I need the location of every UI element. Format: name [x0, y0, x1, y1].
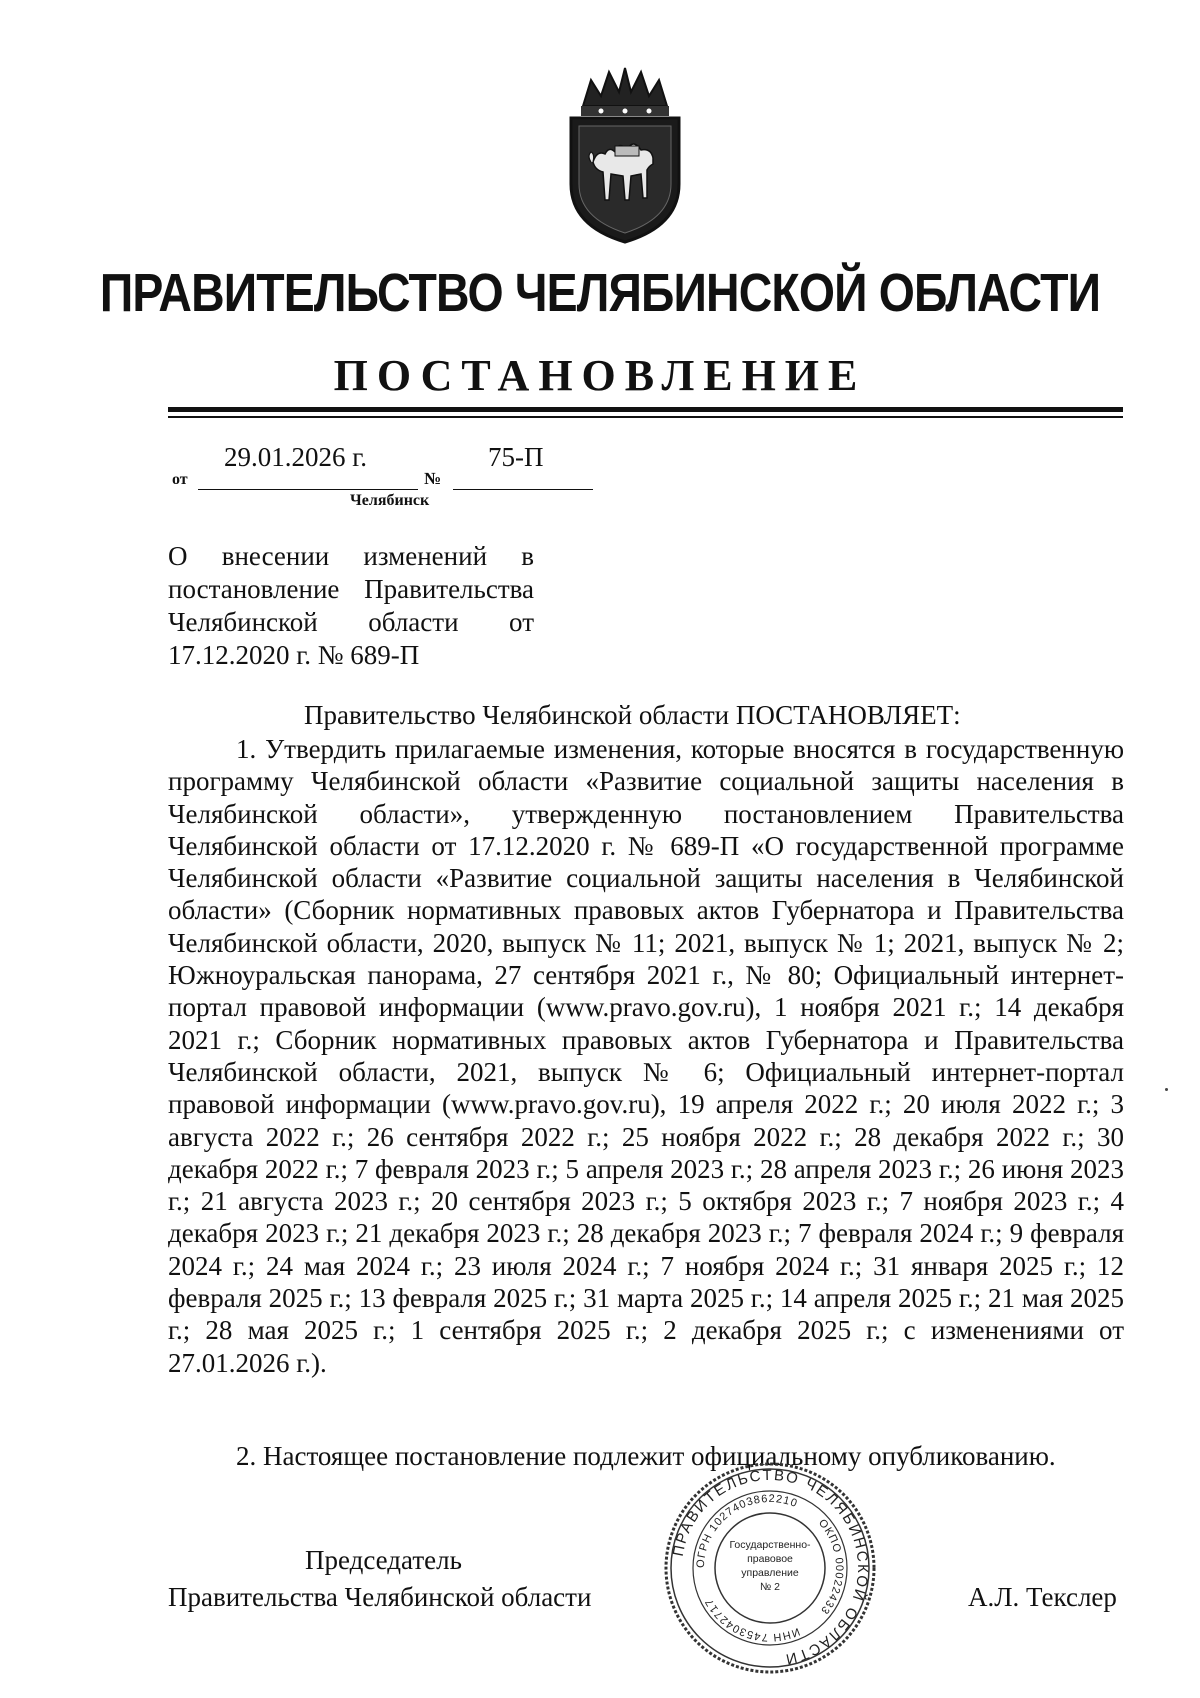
clause-1: 1. Утвердить прилагаемые изменения, которые вносятся в государственную программу Челябинской области «Развитие социальной защиты населения в Челябинской области», утвержденную постановлением Правительства Челябинской области от 17.12.2020 г. № 689-П «О государственной программе Челябинской области «Развитие социальной защиты населения в Челябинской области» (Сборник нормативных правовых актов Губернатора и Правительства Челябинской области, 2020, выпуск № 11; 2021, выпуск № 1; 2021, выпуск № 2; Южноуральская панорама, 27 сентября 2021 г., № 80; Официальный интернет-портал правовой информации (www.pravo.gov.ru), 1 ноября 2021 г.; 14 декабря 2021 г.; Сборник нормативных правовых актов Губернатора и Правительства Челябинской области, 2021, выпуск № 6; Официальный интернет-портал правовой информации (www.pravo.gov.ru), 19 апреля 2022 г.; 20 июля 2022 г.; 3 августа 2022 г.; 26 сентября 2022 г.; 25 ноября 2022 г.; 28 декабря 2022 г.; 30 декабря 2022 г.; 7 февраля 2023 г.; 5 апреля 2023 г.; 28 апреля 2023 г.; 26 июня 2023 г.; 21 августа 2023 г.; 20 сентября 2023 г.; 5 октября 2023 г.; 7 ноября 2023 г.; 4 декабря 2023 г.; 21 декабря 2023 г.; 28 декабря 2023 г.; 7 февраля 2024 г.; 9 февраля 2024 г.; 24 мая 2024 г.; 23 июля 2024 г.; 7 ноября 2024 г.; 31 января 2025 г.; 12 февраля 2025 г.; 13 февраля 2025 г.; 31 марта 2025 г.; 14 апреля 2025 г.; 21 мая 2025 г.; 28 мая 2025 г.; 1 сентября 2025 г.; 2 декабря 2025 г.; с изменениями от 27.01.2026 г.). [168, 734, 1124, 1378]
seal-okpo-text: ОКПО 00022433 [815, 1517, 846, 1617]
signatory-title-line1: Председатель [305, 1545, 462, 1575]
number-underline [453, 489, 593, 490]
document-subject: О внесении изменений в постановление Правительства Челябинской области от 17.12.2020 г. № 689-П [168, 541, 534, 670]
seal-inn-text: ИНН 7453042717 [702, 1595, 802, 1644]
seal-ogrn-text: ОГРН 1027403862210 [694, 1492, 800, 1569]
number-label: № [424, 469, 442, 488]
coat-of-arms-icon [561, 66, 689, 244]
header-divider-thin [168, 416, 1123, 418]
preamble: Правительство Челябинской области ПОСТАНОВЛЯЕТ: [304, 700, 961, 730]
document-number: 75-П [488, 442, 544, 472]
svg-text:ОКПО 00022433 [816, 1517, 845, 1617]
clause-2: 2. Настоящее постановление подлежит официальному опубликованию. [236, 1441, 1056, 1471]
city-label: Челябинск [350, 492, 430, 509]
seal-outer-ring-text: ПРАВИТЕЛЬСТВО ЧЕЛЯБИНСКОЙ ОБЛАСТИ [669, 1466, 872, 1668]
date-underline [198, 489, 418, 490]
seal-center-line1: Государственно- [729, 1539, 811, 1551]
government-title: ПРАВИТЕЛЬСТВО ЧЕЛЯБИНСКОЙ ОБЛАСТИ [99, 263, 1101, 323]
seal-center-line2: правовое [747, 1553, 793, 1565]
scan-speck [1165, 1088, 1168, 1091]
seal-center-line4: № 2 [759, 1581, 781, 1593]
document-date: 29.01.2026 г. [224, 442, 368, 472]
header-divider-thick [168, 407, 1123, 412]
signatory-name: А.Л. Текслер [968, 1582, 1117, 1612]
date-label: от [172, 471, 188, 488]
official-seal-icon [660, 1458, 880, 1678]
document-type-heading: ПОСТАНОВЛЕНИЕ [333, 351, 867, 400]
seal-center-line3: управление [741, 1567, 799, 1579]
signatory-title-line2: Правительства Челябинской области [168, 1582, 592, 1612]
